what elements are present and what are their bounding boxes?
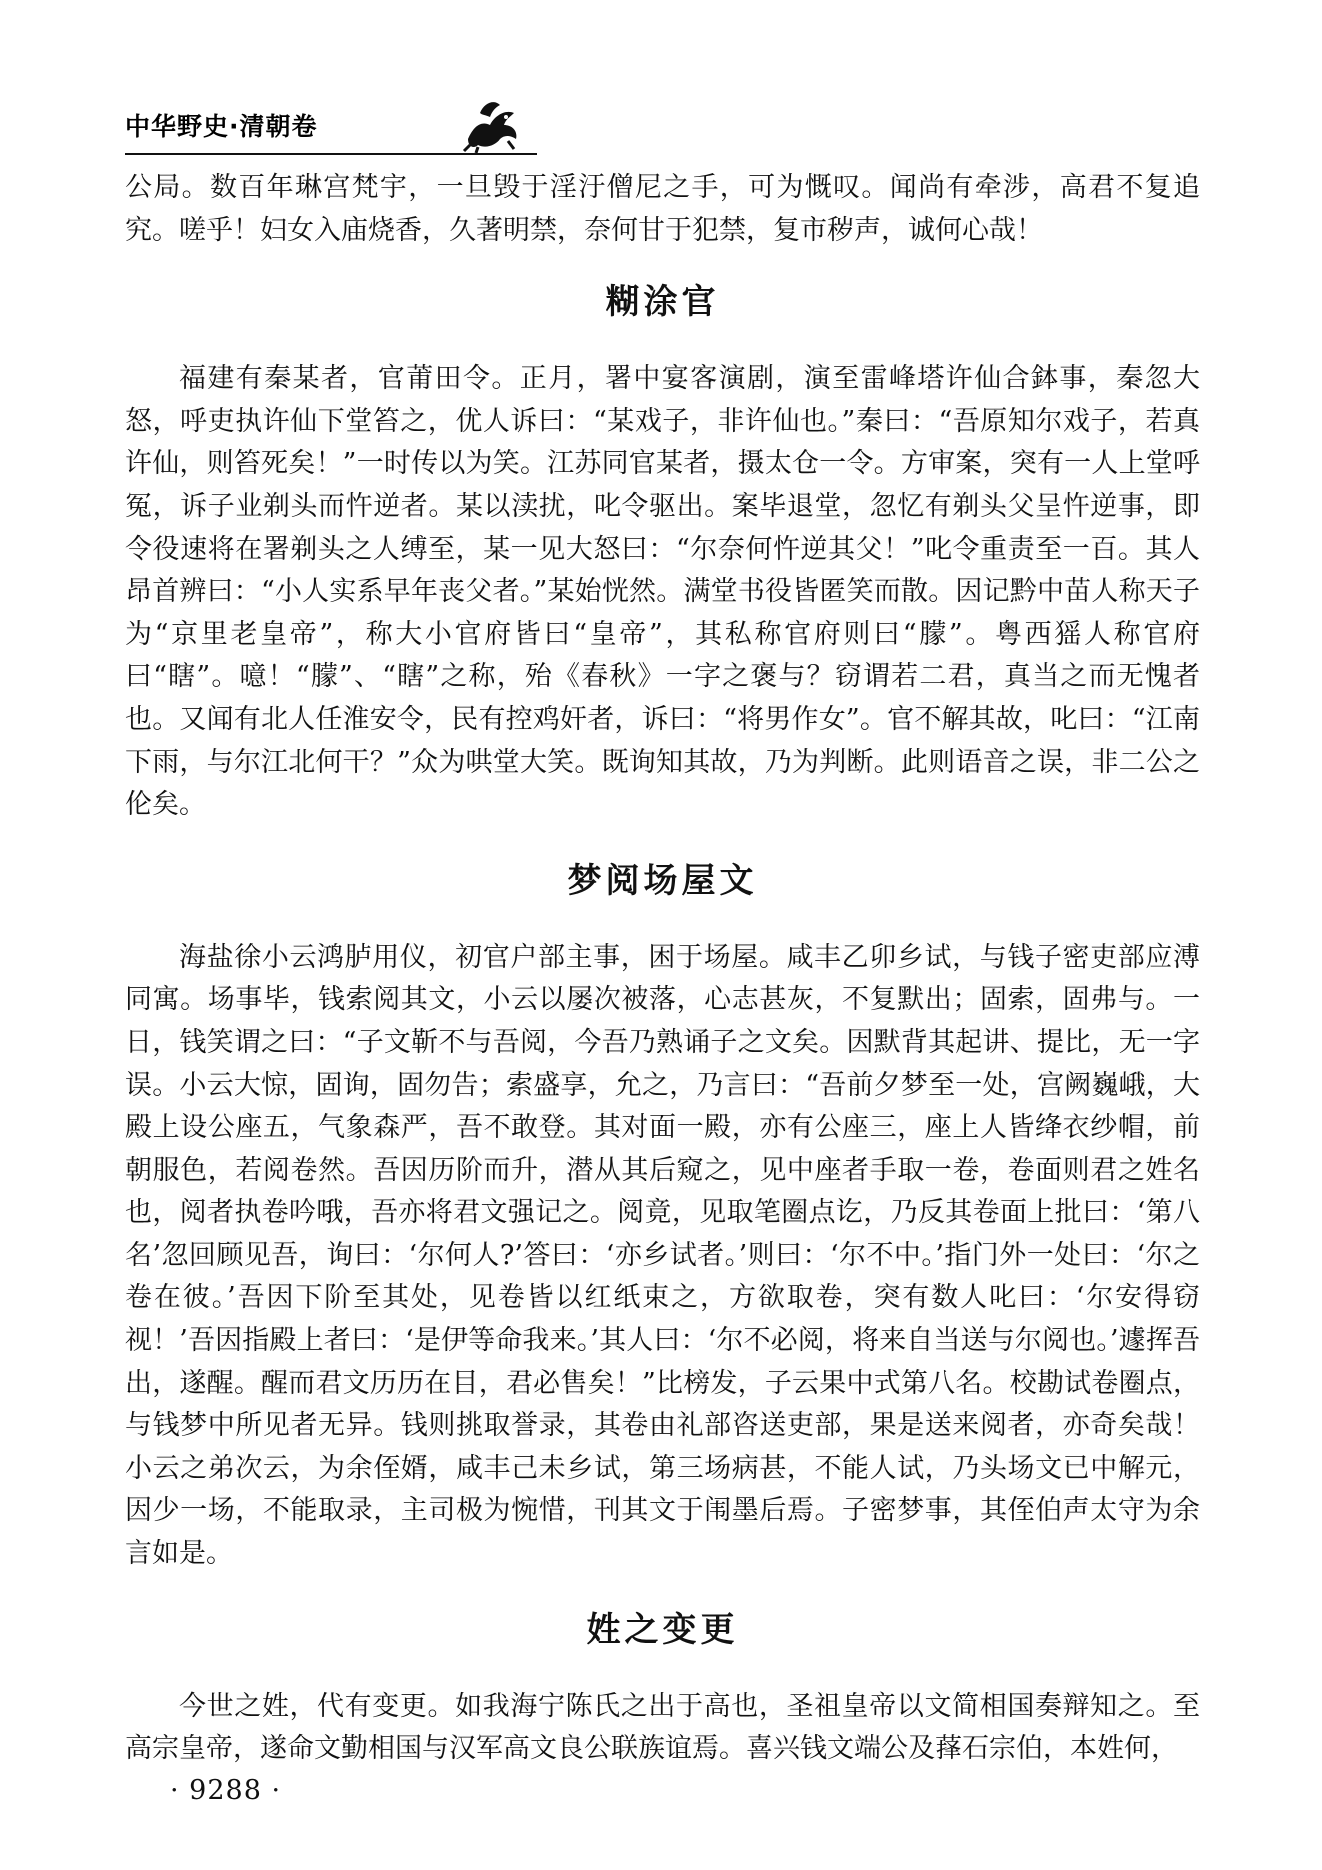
section-paragraph: 福建有秦某者，官莆田令。正月，署中宴客演剧，演至雷峰塔许仙合鉢事，秦忽大怒，呼吏执许仙下堂笞之，优人诉曰：“某戏子，非许仙也。”秦曰：“吾原知尔戏子，若真许仙，则笞死矣！”一时传以为笑。江苏同官某者，摄太仓一令。方审案，突有一人上堂呼冤，诉子业剃头而忤逆者。某以渎扰，叱令驱出。案毕退堂，忽忆有剃头父呈忤逆事，即令役速将在署剃头之人缚至，某一见大怒曰：“尔奈何忤逆其父！”叱令重责至一百。其人昂首辨曰：“小人实系早年丧父者。”某始恍然。满堂书役皆匿笑而散。因记黔中苗人称天子为“京里老皇帝”，称大小官府皆曰“皇帝”，其私称官府则曰“朦”。粤西猺人称官府曰“瞎”。噫！“朦”、“瞎”之称，殆《春秋》一字之褒与？窃谓若二君，真当之而无愧者也。又闻有北人任淮安令，民有控鸡奸者，诉曰：“将男作女”。官不解其故，叱曰：“江南下雨，与尔江北何干？”众为哄堂大笑。既询知其故，乃为判断。此则语音之误，非二公之伦矣。 bbox=[125, 363, 1200, 821]
dragon-emblem-icon bbox=[460, 95, 524, 153]
page-body bbox=[125, 167, 1200, 1771]
section-title: 姓之变更 bbox=[586, 1609, 739, 1650]
running-header bbox=[125, 95, 535, 153]
header-rule bbox=[125, 153, 537, 155]
section-paragraph: 今世之姓，代有变更。如我海宁陈氏之出于高也，圣祖皇帝以文简相国奏辩知之。至高宗皇帝，遂命文勤相国与汉军高文良公联族谊焉。喜兴钱文端公及萚石宗伯，本姓何， bbox=[125, 1690, 1200, 1765]
section-title: 梦阅场屋文 bbox=[567, 860, 758, 901]
book-title: 中华野史·清朝卷 bbox=[125, 112, 318, 141]
page-number: · 9288 · bbox=[170, 1775, 282, 1806]
section-title: 糊涂官 bbox=[605, 282, 720, 323]
section-paragraph: 海盐徐小云鸿胪用仪，初官户部主事，困于场屋。咸丰乙卯乡试，与钱子密吏部应溥同寓。场事毕，钱索阅其文，小云以屡次被落，心志甚灰，不复默出；固索，固弗与。一日，钱笑谓之曰：“子文靳不与吾阅，今吾乃熟诵子之文矣。因默背其起讲、提比，无一字误。小云大惊，固询，固勿告；索盛享，允之，乃言曰：“吾前夕梦至一处，宫阙巍峨，大殿上设公座五，气象森严，吾不敢登。其对面一殿，亦有公座三，座上人皆绛衣纱帽，前朝服色，若阅卷然。吾因历阶而升，潜从其后窥之，见中座者手取一卷，卷面则君之姓名也，阅者执卷吟哦，吾亦将君文强记之。阅竟，见取笔圈点讫，乃反其卷面上批曰：‘第八名’忽回顾见吾，询曰：‘尔何人?’答曰：‘亦乡试者。’则曰：‘尔不中。’指门外一处曰：‘尔之卷在彼。’吾因下阶至其处，见卷皆以红纸束之，方欲取卷，突有数人叱曰：‘尔安得窃视！’吾因指殿上者曰：‘是伊等命我来。’其人曰：‘尔不必阅，将来自当送与尔阅也。’遽挥吾出，遂醒。醒而君文历历在目，君必售矣！”比榜发，子云果中式第八名。校勘试卷圈点，与钱梦中所见者无异。钱则挑取誉录，其卷由礼部咨送吏部，果是送来阅者，亦奇矣哉！小云之弟次云，为余侄婿，咸丰己未乡试，第三场病甚，不能人试，乃头场文已中解元，因少一场，不能取录，主司极为惋惜，刊其文于闱墨后焉。子密梦事，其侄伯声太守为余言如是。 bbox=[125, 941, 1200, 1570]
intro-paragraph: 公局。数百年琳宫梵宇，一旦毁于淫汙僧尼之手，可为慨叹。闻尚有牵涉，高君不复追究。嗟乎！妇女入庙烧香，久著明禁，奈何甘于犯禁，复市秽声，诚何心哉！ bbox=[125, 172, 1200, 246]
